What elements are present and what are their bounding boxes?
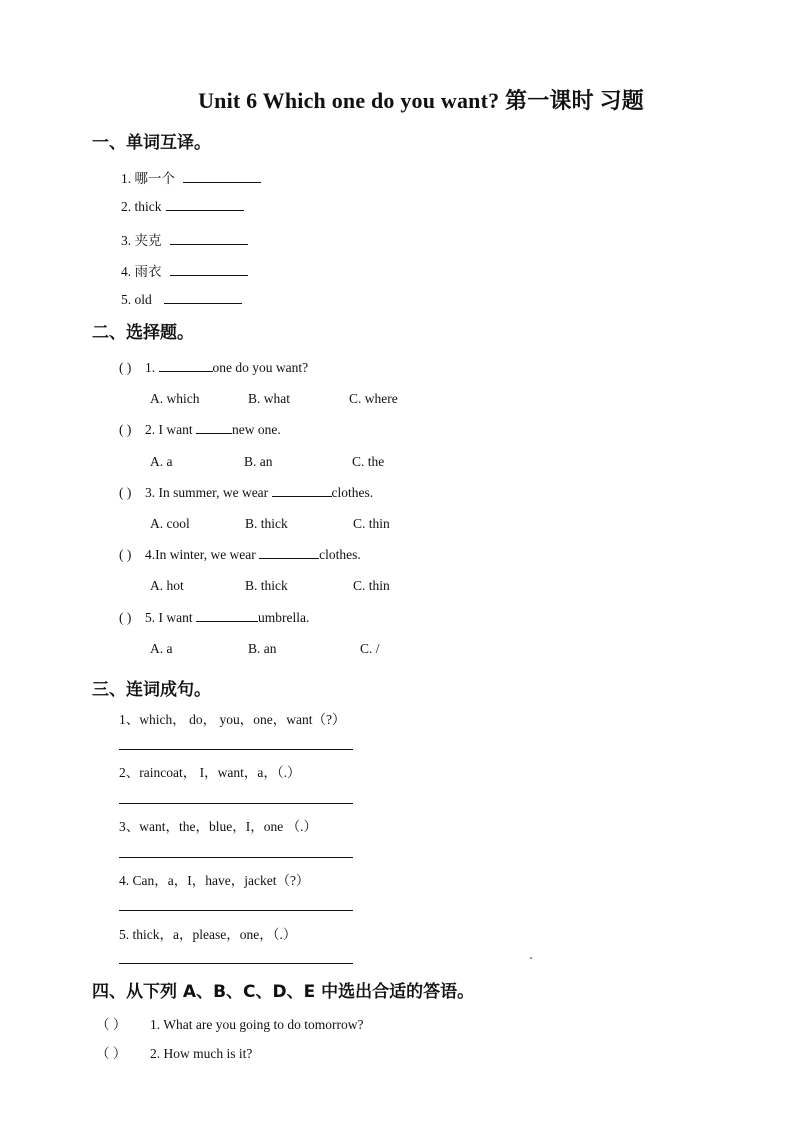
answer-line[interactable] [119, 857, 353, 858]
answer-blank[interactable] [164, 291, 242, 304]
question-blank [272, 496, 332, 497]
answer-paren[interactable]: ( ) [119, 422, 132, 437]
answer-blank[interactable] [183, 170, 261, 183]
dialog-question: 2. How much is it? [150, 1046, 253, 1061]
answer-paren[interactable]: （ ） [96, 1017, 127, 1032]
mc-question-1 [119, 360, 308, 376]
vocab-item-2 [121, 198, 244, 215]
word-order-item-3: 3、want，the，blue，I，one （.） [119, 819, 317, 834]
mc-option[interactable]: B. an [248, 641, 277, 656]
mc-option[interactable]: A. a [150, 641, 173, 656]
vocab-item-3 [121, 229, 248, 249]
mc-question-5 [119, 610, 309, 626]
mc-option[interactable]: B. an [244, 454, 273, 469]
mc-option[interactable]: B. thick [245, 516, 288, 531]
stray-dot [530, 957, 532, 959]
question-blank [196, 621, 258, 622]
question-blank [196, 433, 232, 434]
mc-option[interactable]: C. the [352, 454, 385, 469]
answer-blank[interactable] [170, 263, 248, 276]
answer-blank[interactable] [170, 232, 248, 245]
mc-option[interactable]: A. hot [150, 578, 184, 593]
dialog-item-2 [96, 1042, 252, 1062]
word-order-item-5: 5. thick，a，please，one，（.） [119, 927, 297, 942]
section-3-heading: 三、连词成句。 [92, 680, 211, 700]
mc-question-3 [119, 485, 373, 501]
question-text: clothes. [331, 485, 374, 500]
mc-option[interactable]: A. cool [150, 516, 190, 531]
answer-paren[interactable]: ( ) [119, 360, 132, 375]
dialog-question: 1. What are you going to do tomorrow? [150, 1017, 364, 1032]
vocab-item-label: 3. 夹克 [121, 233, 162, 248]
answer-paren[interactable]: ( ) [119, 485, 132, 500]
section-4-heading: 四、从下列 A、B、C、D、E 中选出合适的答语。 [92, 982, 475, 1002]
answer-line[interactable] [119, 910, 353, 911]
vocab-item-label: 4. 雨衣 [121, 264, 162, 279]
vocab-item-4 [121, 260, 248, 280]
vocab-item-5 [121, 291, 242, 308]
page-title: Unit 6 Which one do you want? 第一课时 习题 [198, 88, 644, 113]
vocab-item-label: 5. old [121, 292, 152, 307]
mc-option[interactable]: B. what [248, 391, 290, 406]
section-1-heading: 一、单词互译。 [92, 133, 211, 153]
word-order-item-2: 2、raincoat， I，want，a，（.） [119, 765, 301, 780]
answer-line[interactable] [119, 963, 353, 964]
question-blank [159, 371, 213, 372]
question-text: 2. I want [145, 422, 193, 437]
mc-option[interactable]: C. / [360, 641, 380, 656]
mc-option[interactable]: C. thin [353, 578, 390, 593]
word-order-item-1: 1、which， do， you，one，want（?） [119, 712, 346, 727]
mc-option[interactable]: A. which [150, 391, 200, 406]
question-text: umbrella. [258, 610, 310, 625]
question-text: clothes. [319, 547, 361, 562]
dialog-item-1 [96, 1013, 363, 1033]
answer-paren[interactable]: （ ） [96, 1046, 127, 1061]
vocab-item-1 [121, 167, 261, 187]
question-text: 1. [145, 360, 156, 375]
question-blank [259, 558, 319, 559]
mc-option[interactable]: C. thin [353, 516, 390, 531]
section-2-heading: 二、选择题。 [92, 323, 194, 343]
answer-paren[interactable]: ( ) [119, 610, 132, 625]
answer-line[interactable] [119, 803, 353, 804]
question-text: one do you want? [212, 360, 309, 375]
question-text: new one. [232, 422, 281, 437]
question-text: 4.In winter, we wear [145, 547, 256, 562]
vocab-item-label: 2. thick [121, 199, 162, 214]
question-text: 3. In summer, we wear [145, 485, 269, 500]
mc-question-2 [119, 422, 281, 438]
vocab-item-label: 1. 哪一个 [121, 171, 175, 186]
word-order-item-4: 4. Can，a，I，have，jacket（?） [119, 873, 310, 888]
mc-question-4 [119, 547, 361, 563]
mc-option[interactable]: A. a [150, 454, 173, 469]
question-text: 5. I want [145, 610, 193, 625]
mc-option[interactable]: C. where [349, 391, 398, 406]
answer-line[interactable] [119, 749, 353, 750]
answer-blank[interactable] [166, 198, 244, 211]
answer-paren[interactable]: ( ) [119, 547, 132, 562]
mc-option[interactable]: B. thick [245, 578, 288, 593]
